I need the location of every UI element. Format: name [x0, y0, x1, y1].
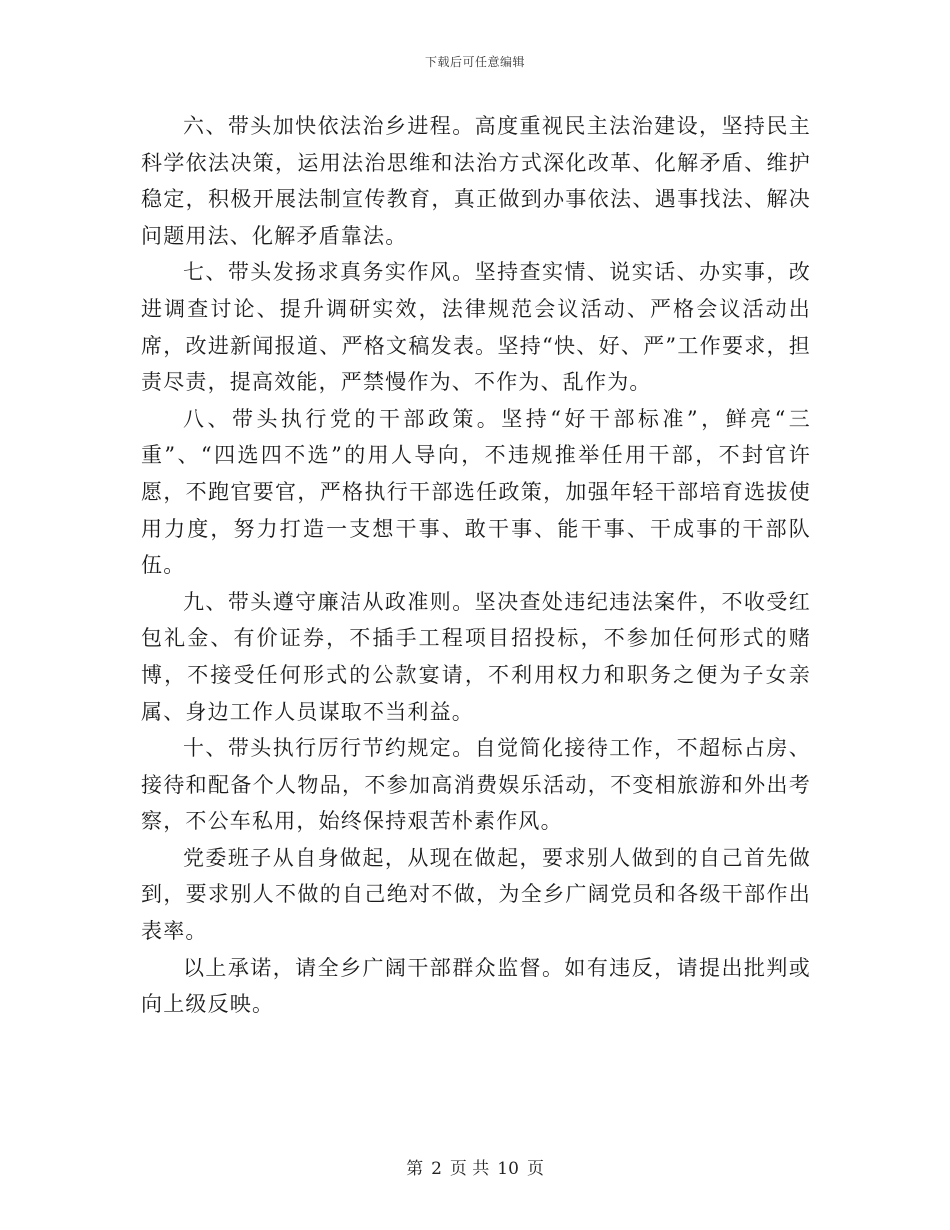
- paragraph-item-6: 六、带头加快依法治乡进程。高度重视民主法治建设，坚持民主科学依法决策，运用法治思维和法治方式深化改革、化解矛盾、维护稳定，积极开展法制宣传教育，真正做到办事依法、遇事找法、解决问题用法、化解矛盾靠法。: [141, 114, 811, 248]
- header-note: 下载后可任意编辑: [424, 55, 525, 69]
- page-number-footer: [0, 1154, 950, 1179]
- page-label-suffix: 页: [526, 1159, 544, 1179]
- paragraph-item-9: 九、带头遵守廉洁从政准则。坚决查处违纪违法案件，不收受红包礼金、有价证券，不插手工程项目招投标，不参加任何形式的赌博，不接受任何形式的公款宴请，不利用权力和职务之便为子女亲属、身边工作人员谋取不当利益。: [141, 589, 811, 724]
- total-pages-number: 10: [497, 1159, 519, 1179]
- paragraph-item-7: 七、带头发扬求真务实作风。坚持查实情、说实话、办实事，改进调查讨论、提升调研实效，法律规范会议活动、严格会议活动出席，改进新闻报道、严格文稿发表。坚持“快、好、严”工作要求，担责尽责，提高效能，严禁慢作为、不作为、乱作为。: [141, 260, 811, 395]
- paragraph-item-10: 十、带头执行厉行节约规定。自觉简化接待工作，不超标占房、接待和配备个人物品，不参加高消费娱乐活动，不变相旅游和外出考察，不公车私用，始终保持艰苦朴素作风。: [141, 736, 811, 834]
- paragraph-closing: 以上承诺，请全乡广阔干部群众监督。如有违反，请提出批判或向上级反映。: [141, 955, 811, 1017]
- paragraph-item-8: 八、带头执行党的干部政策。坚持“好干部标准”，鲜亮“三重”、“四选四不选”的用人导向，不违规推举任用干部，不封官许愿，不跑官要官，严格执行干部选任政策，加强年轻干部培育选拔使用力度，努力打造一支想干事、敢干事、能干事、干成事的干部队伍。: [141, 406, 811, 578]
- page-label-mid: 页 共: [449, 1159, 490, 1179]
- page-label-prefix: 第: [406, 1159, 424, 1179]
- document-body: [141, 108, 811, 1023]
- paragraph-committee: 党委班子从自身做起，从现在做起，要求别人做到的自己首先做到，要求别人不做的自己绝对不做，为全乡广阔党员和各级干部作出表率。: [141, 845, 811, 944]
- current-page-number: 2: [431, 1159, 442, 1179]
